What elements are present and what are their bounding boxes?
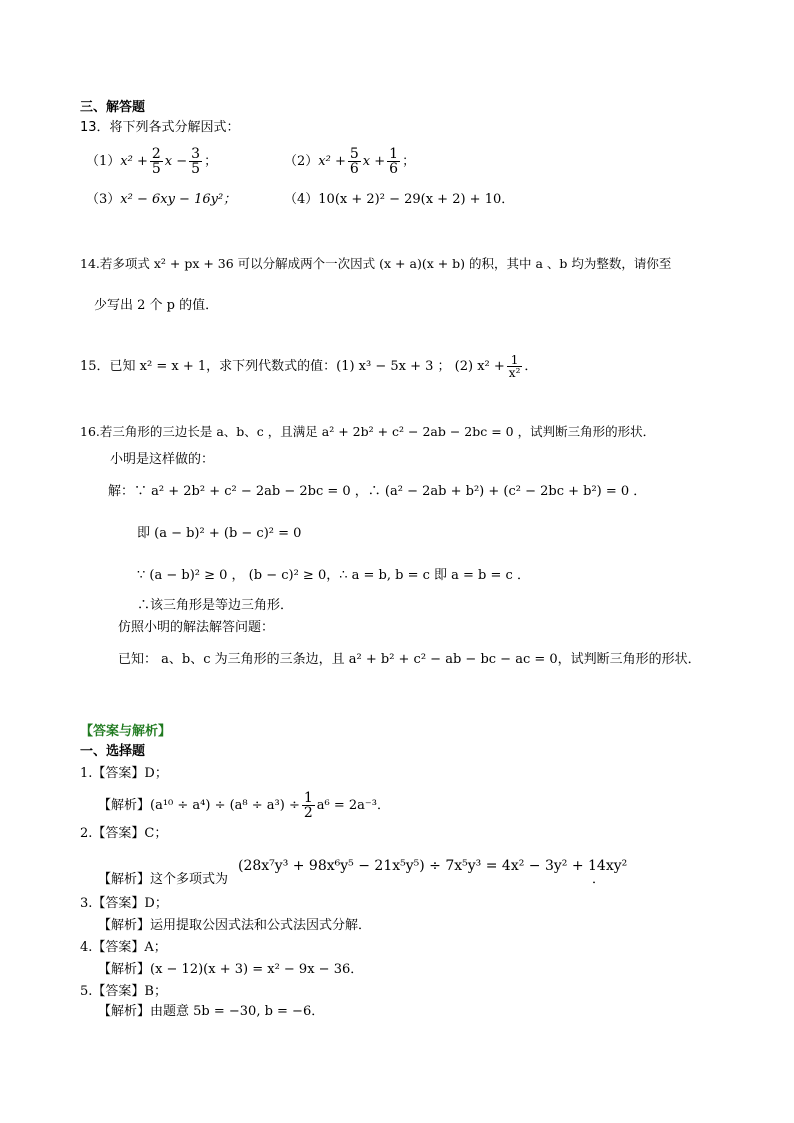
q13-part-4	[284, 192, 514, 208]
q16-line-4: 即 (a − b)² + (b − c)² = 0	[137, 526, 302, 541]
q16-line-3: 解：∵ a² + 2b² + c² − 2ab − 2bc = 0 ，∴ (a² − 2ab + b²) + (c² − 2bc + b²) = 0 ．	[108, 484, 647, 499]
q13-p3-expr: x² − 6xy − 16y²；	[120, 192, 237, 207]
q13-p1-fraction-1	[150, 147, 163, 176]
frac-num: 1	[389, 146, 399, 162]
answer-1-explanation	[98, 788, 390, 824]
answer-4: 4.【答案】A；	[80, 940, 167, 955]
answer-3-explanation: 【解析】运用提取公因式法和公式法因式分解．	[98, 918, 372, 933]
q13-p2-fraction-1	[348, 147, 361, 176]
q13-p1-fraction-2	[189, 147, 202, 176]
q13-p4-expr: 10(x + 2)² − 29(x + 2) + 10．	[318, 192, 515, 207]
answers-title: 【答案与解析】	[80, 724, 172, 739]
q13-p1-expr-a: x² +	[120, 154, 148, 169]
q16-line-1: 16.若三角形的三边长是 a、b、c ，且满足 a² + 2b² + c² − 2ab − 2bc = 0 ，试判断三角形的形状．	[80, 424, 656, 439]
q15-text-b: ．	[524, 359, 538, 374]
q13-p1-expr-b: x −	[164, 154, 188, 169]
q14-line-2: 少写出 2 个 p 的值．	[94, 298, 219, 313]
frac-den: 6	[349, 161, 359, 177]
frac-num: 1	[303, 790, 313, 806]
q13-p2-fraction-2	[387, 147, 400, 176]
answer-4-explanation: 【解析】(x − 12)(x + 3) = x² − 9x − 36．	[98, 962, 364, 977]
q14-line-1: 14.若多项式 x² + px + 36 可以分解成两个一次因式 (x + a)(x + b) 的积，其中 a 、b 均为整数，请你至	[80, 256, 672, 271]
q16-line-6: ∴该三角形是等边三角形．	[137, 598, 294, 613]
q16-line-8: 已知： a、b、c 为三角形的三条边，且 a² + b² + c² − ab − bc − ac = 0，试判断三角形的形状．	[118, 652, 701, 667]
q13-p4-label: （4）	[284, 192, 319, 207]
q13-p2-label: （2）	[284, 154, 319, 169]
q13-part-2	[284, 144, 415, 180]
q16-line-5: ∵ (a − b)² ≥ 0 ， (b − c)² ≥ 0，∴ a = b, b = c 即 a = b = c ．	[137, 568, 530, 583]
q13-p2-end: ；	[402, 154, 416, 169]
q16-line-7: 仿照小明的解法解答问题：	[118, 620, 275, 635]
a1-exp-b: a⁶ = 2a⁻³．	[316, 798, 390, 813]
answer-1: 1.【答案】D；	[80, 766, 168, 781]
q13-p1-label: （1）	[86, 154, 121, 169]
frac-num: 3	[191, 146, 201, 162]
answer-3: 3.【答案】D；	[80, 896, 168, 911]
q13-p2-expr-a: x² +	[318, 154, 346, 169]
q13-part-1	[86, 144, 217, 180]
q15-fraction	[507, 354, 523, 379]
answer-5-explanation: 【解析】由题意 5b = −30, b = −6．	[98, 1004, 325, 1019]
frac-num: 2	[151, 146, 161, 162]
a1-exp-a: 【解析】(a¹⁰ ÷ a⁴) ÷ (a⁸ ÷ a³) ÷	[98, 798, 300, 813]
frac-den: 5	[151, 161, 161, 177]
answer-2-label: 【解析】这个多项式为	[98, 872, 229, 887]
q15-text-a: 15．已知 x² = x + 1，求下列代数式的值：(1) x³ − 5x + 3 ； (2) x² +	[80, 359, 505, 374]
frac-num: 5	[349, 146, 359, 162]
frac-num: 1	[510, 353, 519, 367]
answer-2-expression: (28x⁷y³ + 98x⁶y⁵ − 21x⁵y⁵) ÷ 7x⁵y³ = 4x² − 3y² + 14xy²	[238, 858, 628, 874]
answer-2-end: ．	[592, 872, 606, 887]
frac-den: 5	[191, 161, 201, 177]
section-title-3: 三、解答题	[80, 100, 146, 115]
frac-den: x²	[508, 366, 521, 380]
q13-part-3	[86, 192, 236, 208]
answers-section-1: 一、选择题	[80, 744, 146, 759]
answer-2: 2.【答案】C；	[80, 826, 168, 841]
frac-den: 2	[303, 805, 313, 821]
q16-line-2: 小明是这样做的：	[110, 452, 215, 467]
q13-label: 13．将下列各式分解因式：	[80, 120, 240, 135]
a1-fraction	[302, 791, 315, 820]
q15-line	[80, 350, 537, 384]
q13-p2-expr-b: x +	[362, 154, 386, 169]
answer-5: 5.【答案】B；	[80, 984, 167, 999]
q13-p3-label: （3）	[86, 192, 121, 207]
frac-den: 6	[389, 161, 399, 177]
q13-p1-end: ；	[204, 154, 218, 169]
